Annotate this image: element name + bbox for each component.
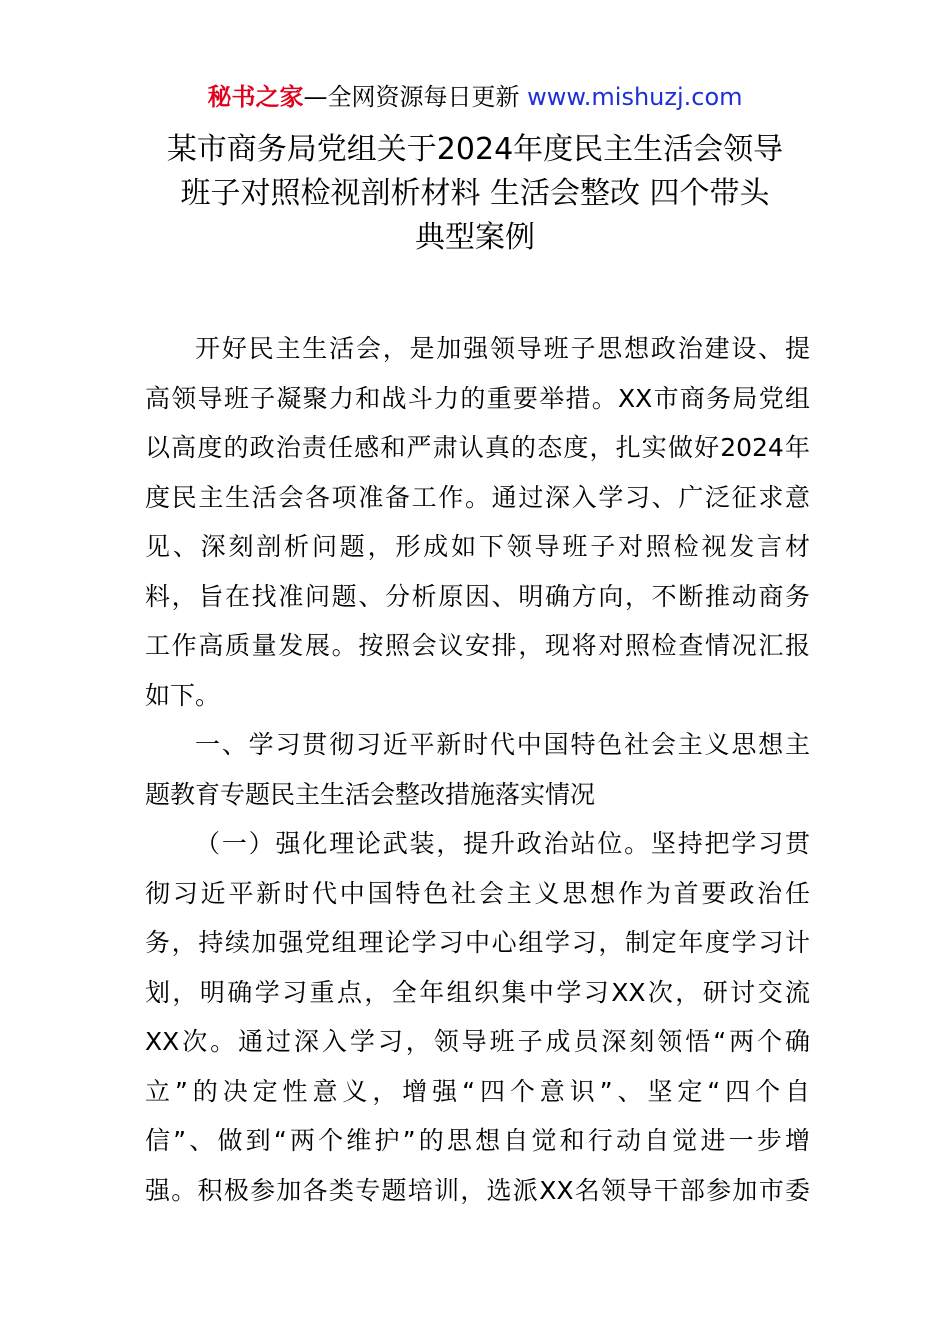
- intro-paragraph: [145, 324, 810, 720]
- text-line: 料，旨在找准问题、分析原因、明确方向，不断推动商务: [145, 581, 810, 611]
- text-line: 一、学习贯彻习近平新时代中国特色社会主义思想主: [195, 730, 810, 759]
- title-line-1: 某市商务局党组关于2024年度民主生活会领导: [166, 132, 784, 167]
- text-line: 工作高质量发展。按照会议安排，现将对照检查情况汇报: [145, 631, 810, 660]
- text-line: 强。积极参加各类专题培训，选派XX名领导干部参加市委: [145, 1175, 810, 1205]
- text-line: （一）强化理论武装，提升政治站位。坚持把学习贯: [195, 829, 810, 858]
- text-line: 以高度的政治责任感和严肃认真的态度，扎实做好2024年: [145, 433, 810, 462]
- text-line: 务，持续加强党组理论学习中心组学习，制定年度学习计: [145, 928, 810, 957]
- text-line: 开好民主生活会，是加强领导班子思想政治建设、提: [195, 334, 810, 363]
- document-title: [100, 128, 850, 260]
- site-tagline: —全网资源每日更新: [303, 83, 520, 111]
- site-brand-name: 秘书之家: [207, 83, 304, 111]
- site-banner: [0, 80, 950, 114]
- text-line: 如下。: [145, 680, 221, 710]
- text-line: XX次。通过深入学习，领导班子成员深刻领悟“两个确: [145, 1027, 810, 1056]
- title-line-3: 典型案例: [415, 220, 535, 255]
- text-line: 高领导班子凝聚力和战斗力的重要举措。XX市商务局党组: [145, 383, 810, 413]
- section-heading-1: [145, 720, 810, 819]
- text-line: 彻习近平新时代中国特色社会主义思想作为首要政治任: [145, 878, 810, 908]
- text-line: 信”、做到“两个维护”的思想自觉和行动自觉进一步增: [145, 1126, 810, 1155]
- text-line: 立”的决定性意义，增强“四个意识”、坚定“四个自: [145, 1076, 810, 1106]
- document-body: [145, 324, 810, 1215]
- text-line: 题教育专题民主生活会整改措施落实情况: [145, 779, 596, 809]
- text-line: 见、深刻剖析问题，形成如下领导班子对照检视发言材: [145, 532, 810, 561]
- subsection-paragraph-1: [145, 819, 810, 1215]
- title-line-2: 班子对照检视剖析材料 生活会整改 四个带头: [180, 176, 770, 211]
- text-line: 划，明确学习重点，全年组织集中学习XX次，研讨交流: [145, 977, 810, 1007]
- site-url-link[interactable]: www.mishuzj.com: [527, 83, 743, 111]
- text-line: 度民主生活会各项准备工作。通过深入学习、广泛征求意: [145, 482, 810, 512]
